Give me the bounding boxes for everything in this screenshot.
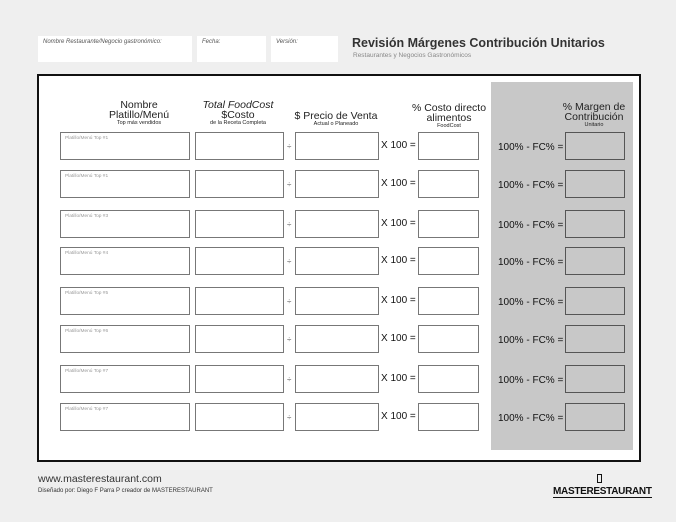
dish-name-cell[interactable] [60, 210, 190, 238]
food-cost-cell[interactable] [195, 132, 284, 160]
sale-price-cell[interactable] [295, 210, 379, 238]
food-cost-cell[interactable] [195, 325, 284, 353]
margin-formula-label: 100% - FC% = [498, 142, 564, 153]
divide-operator: ÷ [287, 257, 292, 266]
food-cost-pct-cell[interactable] [418, 210, 479, 238]
margin-result-cell[interactable] [565, 132, 625, 160]
chef-hat-icon [597, 474, 602, 483]
restaurant-name-label: Nombre Restaurante/Negocio gastronómico: [43, 39, 162, 45]
margin-result-cell[interactable] [565, 287, 625, 315]
dish-name-placeholder: Platillo/Menú Top #6 [65, 329, 109, 334]
dish-name-cell[interactable] [60, 247, 190, 275]
divide-operator: ÷ [287, 413, 292, 422]
sale-price-cell[interactable] [295, 170, 379, 198]
margin-formula-label: 100% - FC% = [498, 335, 564, 346]
margin-result-cell[interactable] [565, 325, 625, 353]
margin-result-cell[interactable] [565, 210, 625, 238]
sale-price-cell[interactable] [295, 132, 379, 160]
food-cost-pct-cell[interactable] [418, 132, 479, 160]
dish-name-placeholder: Platillo/Menú Top #7 [65, 369, 109, 374]
dish-name-cell[interactable] [60, 132, 190, 160]
food-cost-pct-cell[interactable] [418, 170, 479, 198]
worksheet-frame [37, 74, 641, 462]
dish-name-placeholder: Platillo/Menú Top #3 [65, 214, 109, 219]
sale-price-cell[interactable] [295, 247, 379, 275]
column-header-margin-sub: Unitario [584, 122, 604, 128]
version-field[interactable] [271, 36, 338, 62]
date-label: Fecha: [202, 39, 221, 45]
times-100-operator: X 100 = [381, 140, 416, 151]
column-header-margin [549, 102, 639, 129]
sale-price-cell[interactable] [295, 287, 379, 315]
column-header-name-line1: Nombre [120, 99, 158, 111]
version-label: Versión: [276, 39, 298, 45]
times-100-operator: X 100 = [381, 333, 416, 344]
times-100-operator: X 100 = [381, 373, 416, 384]
food-cost-cell[interactable] [195, 210, 284, 238]
dish-name-placeholder: Platillo/Menú Top #1 [65, 174, 109, 179]
sale-price-cell[interactable] [295, 365, 379, 393]
column-header-margin-line1: % Margen de [562, 101, 626, 113]
sale-price-cell[interactable] [295, 325, 379, 353]
margin-result-cell[interactable] [565, 403, 625, 431]
divide-operator: ÷ [287, 142, 292, 151]
margin-formula-label: 100% - FC% = [498, 297, 564, 308]
page-title: Revisión Márgenes Contribución Unitarios [352, 36, 605, 50]
food-cost-pct-cell[interactable] [418, 287, 479, 315]
column-header-cost-sub: de la Receta Completa [210, 120, 266, 126]
margin-formula-label: 100% - FC% = [498, 413, 564, 424]
times-100-operator: X 100 = [381, 255, 416, 266]
times-100-operator: X 100 = [381, 411, 416, 422]
column-header-margin-line2: Contribución [564, 111, 624, 123]
dish-name-placeholder: Platillo/Menú Top #1 [65, 136, 109, 141]
divide-operator: ÷ [287, 375, 292, 384]
margin-result-cell[interactable] [565, 365, 625, 393]
food-cost-pct-cell[interactable] [418, 365, 479, 393]
divide-operator: ÷ [287, 335, 292, 344]
times-100-operator: X 100 = [381, 218, 416, 229]
page-subtitle: Restaurantes y Negocios Gastronómicos [353, 52, 472, 59]
times-100-operator: X 100 = [381, 295, 416, 306]
dish-name-cell[interactable] [60, 287, 190, 315]
food-cost-cell[interactable] [195, 170, 284, 198]
times-100-operator: X 100 = [381, 178, 416, 189]
dish-name-cell[interactable] [60, 403, 190, 431]
food-cost-cell[interactable] [195, 247, 284, 275]
restaurant-name-field[interactable] [38, 36, 192, 62]
dish-name-placeholder: Platillo/Menú Top #4 [65, 251, 109, 256]
margin-formula-label: 100% - FC% = [498, 220, 564, 231]
credit-text: Diseñado por: Diego F Parra P creador de MASTERESTAURANT [38, 488, 213, 494]
column-header-cost-line1: Total FoodCost [202, 99, 274, 111]
divide-operator: ÷ [287, 220, 292, 229]
column-header-pct-sub: FoodCost [437, 123, 461, 129]
date-field[interactable] [197, 36, 266, 62]
margin-formula-label: 100% - FC% = [498, 257, 564, 268]
brand-logo: MASTERESTAURANT [553, 486, 652, 497]
dish-name-cell[interactable] [60, 325, 190, 353]
column-header-price [291, 111, 381, 128]
margin-formula-label: 100% - FC% = [498, 180, 564, 191]
food-cost-pct-cell[interactable] [418, 247, 479, 275]
margin-result-cell[interactable] [565, 247, 625, 275]
food-cost-cell[interactable] [195, 365, 284, 393]
divide-operator: ÷ [287, 180, 292, 189]
dish-name-placeholder: Platillo/Menú Top #5 [65, 291, 109, 296]
column-header-cost-line2: $Costo [221, 109, 255, 121]
dish-name-cell[interactable] [60, 365, 190, 393]
dish-name-placeholder: Platillo/Menú Top #7 [65, 407, 109, 412]
column-header-name [84, 100, 194, 127]
column-header-price-sub: Actual o Planeado [313, 121, 359, 127]
website-link[interactable]: www.masterestaurant.com [38, 473, 162, 485]
column-header-name-line2: Platillo/Menú [108, 109, 170, 121]
food-cost-pct-cell[interactable] [418, 325, 479, 353]
column-header-pct-line2: alimentos [426, 112, 472, 124]
dish-name-cell[interactable] [60, 170, 190, 198]
column-header-pct-line1: % Costo directo [411, 102, 487, 114]
column-header-pct [399, 103, 499, 130]
column-header-price-line1: $ Precio de Venta [294, 110, 378, 122]
sale-price-cell[interactable] [295, 403, 379, 431]
column-header-name-sub: Top más vendidos [116, 120, 162, 126]
margin-formula-label: 100% - FC% = [498, 375, 564, 386]
food-cost-cell[interactable] [195, 287, 284, 315]
food-cost-cell[interactable] [195, 403, 284, 431]
margin-result-cell[interactable] [565, 170, 625, 198]
column-header-cost [191, 100, 285, 127]
food-cost-pct-cell[interactable] [418, 403, 479, 431]
divide-operator: ÷ [287, 297, 292, 306]
